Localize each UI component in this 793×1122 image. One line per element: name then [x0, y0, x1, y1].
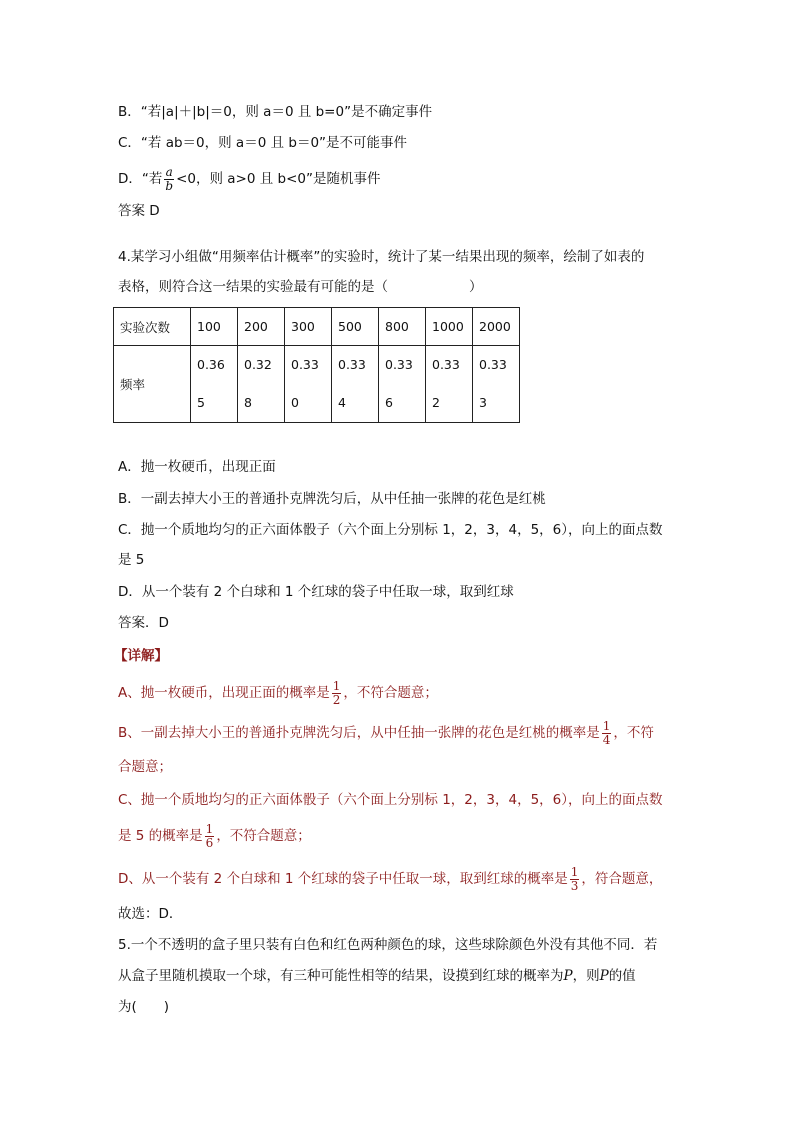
q5-line2-suffix: 的值 [608, 968, 636, 984]
detail-c-text: 是 5 的概率是 [118, 828, 203, 844]
frequency-value: 0.328 [244, 357, 272, 410]
frequency-value: 0.334 [338, 357, 366, 410]
detail-a [118, 678, 438, 708]
q3-answer: 答案 D [118, 203, 160, 219]
fraction-numerator: 1 [570, 864, 579, 879]
detail-b-line2: 合题意； [118, 759, 172, 775]
q4-stem-line1: 4.某学习小组做“用频率估计概率”的实验时，统计了某一结果出现的频率，绘制了如表的 [118, 249, 645, 265]
detail-label: 【详解】 [114, 648, 168, 664]
frequency-value: 0.365 [197, 357, 225, 410]
detail-b-fraction [602, 720, 612, 747]
detail-c-fraction [205, 823, 215, 850]
q3-option-b: B．“若|a|＋|b|＝0，则 a＝0 且 b=0”是不确定事件 [118, 104, 433, 120]
q4-answer: 答案．D [118, 615, 169, 631]
fraction-denominator: b [165, 178, 174, 193]
detail-c-line2 [118, 820, 311, 852]
q4-option-b: B．一副去掉大小王的普通扑克牌洗匀后，从中任抽一张牌的花色是红桃 [118, 491, 546, 507]
fraction-numerator: 1 [332, 678, 341, 693]
detail-b-suffix: ，不符 [613, 725, 654, 741]
detail-d-fraction [570, 866, 580, 893]
q4-conclusion: 故选：D． [118, 906, 183, 922]
detail-a-fraction [332, 680, 342, 707]
q4-option-c-line1: C．抛一个质地均匀的正六面体骰子（六个面上分别标 1，2，3，4，5，6），向上的面点数 [118, 522, 663, 538]
q3-option-c: C．“若 ab＝0，则 a＝0 且 b＝0”是不可能事件 [118, 135, 408, 151]
detail-a-text: A、抛一枚硬币，出现正面的概率是 [118, 685, 330, 701]
detail-b [118, 717, 654, 749]
q4-option-c-line2: 是 5 [118, 552, 145, 568]
q4-stem-line2: 表格，则符合这一结果的实验最有可能的是（ ） [118, 279, 483, 295]
q4-option-a: A．抛一枚硬币，出现正面 [118, 459, 276, 475]
frequency-value: 0.332 [432, 357, 460, 410]
table-cell-frequency [285, 346, 332, 423]
frequency-value: 0.336 [385, 357, 413, 410]
table-cell-frequency [332, 346, 379, 423]
q5-line2-mid: ，则 [572, 968, 600, 984]
detail-c-suffix: ，不符合题意； [216, 828, 311, 844]
variable-p: P [563, 968, 573, 984]
table-cell-count: 100 [191, 308, 238, 346]
table-header-frequency: 频率 [114, 346, 191, 423]
q5-line1: 5.一个不透明的盒子里只装有白色和红色两种颜色的球，这些球除颜色外没有其他不同．若 [118, 937, 658, 953]
table-cell-count: 800 [379, 308, 426, 346]
q4-option-d: D．从一个装有 2 个白球和 1 个红球的袋子中任取一球，取到红球 [118, 584, 514, 600]
fraction-denominator: 4 [602, 732, 611, 747]
detail-d-suffix: ，符合题意， [581, 871, 663, 887]
table-cell-count: 500 [332, 308, 379, 346]
fraction-denominator: 6 [205, 835, 214, 850]
q5-line2-text: 从盒子里随机摸取一个球，有三种可能性相等的结果，设摸到红球的概率为 [118, 968, 564, 984]
fraction-numerator: a [165, 164, 173, 179]
table-cell-frequency [238, 346, 285, 423]
q5-line3: 为( ) [118, 999, 170, 1015]
table-cell-frequency [379, 346, 426, 423]
table-cell-count: 2000 [473, 308, 520, 346]
detail-c-line1: C、抛一个质地均匀的正六面体骰子（六个面上分别标 1，2，3，4，5，6），向上的面点数 [118, 792, 663, 808]
table-cell-frequency [426, 346, 473, 423]
q3-option-d-prefix: D．“若 [118, 171, 163, 187]
detail-a-suffix: ，不符合题意； [343, 685, 438, 701]
frequency-value: 0.330 [291, 357, 319, 410]
detail-d-text: D、从一个装有 2 个白球和 1 个红球的袋子中任取一球，取到红球的概率是 [118, 871, 568, 887]
table-cell-count: 200 [238, 308, 285, 346]
q3-option-d [118, 164, 381, 194]
detail-d [118, 863, 662, 895]
frequency-value: 0.333 [479, 357, 507, 410]
table-cell-frequency [191, 346, 238, 423]
q5-line2 [118, 967, 636, 985]
detail-b-text: B、一副去掉大小王的普通扑克牌洗匀后，从中任抽一张牌的花色是红桃的概率是 [118, 725, 600, 741]
q3-option-d-fraction [164, 166, 174, 193]
fraction-numerator: 1 [602, 718, 611, 733]
fraction-denominator: 2 [332, 692, 341, 707]
fraction-denominator: 3 [570, 878, 579, 893]
table-row-counts [114, 308, 520, 346]
table-cell-count: 300 [285, 308, 332, 346]
table-cell-frequency [473, 346, 520, 423]
q3-option-d-suffix: <0，则 a>0 且 b<0”是随机事件 [176, 171, 381, 187]
table-cell-count: 1000 [426, 308, 473, 346]
frequency-table [113, 307, 520, 423]
fraction-numerator: 1 [205, 821, 214, 836]
table-row-frequencies [114, 346, 520, 423]
variable-p: P [599, 968, 609, 984]
table-header-trials: 实验次数 [114, 308, 191, 346]
